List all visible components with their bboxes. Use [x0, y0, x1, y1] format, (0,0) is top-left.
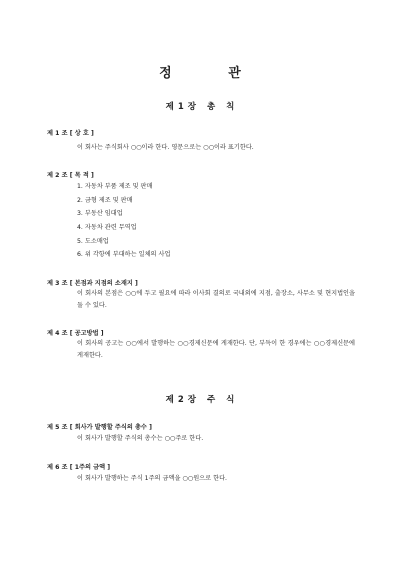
document-title: 정 관: [159, 66, 267, 81]
article-1-text: 이 회사는 주식회사 ○○이라 한다. 영문으로는 ○○이라 표기한다.: [77, 144, 254, 151]
article-4-text: 이 회사의 공고는 ○○에서 발행하는 ○○경제신문에 게재한다. 단, 부득이 한 경우에는 ○○경제신문에 게재한다.: [77, 340, 355, 359]
article-3-heading: 제 3 조 [ 본점과 지점의 소재지 ]: [47, 280, 138, 287]
article-1-heading: 제 1 조 [ 상 호 ]: [47, 130, 94, 137]
article-2-item-3: 3. 부동산 임대업: [77, 210, 123, 217]
article-6-heading: 제 6 조 [ 1주의 금액 ]: [47, 464, 111, 471]
article-2-item-1: 1. 자동차 부품 제조 및 판매: [77, 183, 153, 190]
chapter-1-title: 제1장 총 칙: [165, 102, 239, 112]
article-2-item-2: 2. 금형 제조 및 판매: [77, 197, 133, 204]
article-4-heading: 제 4 조 [ 공고방법 ]: [47, 330, 104, 337]
article-2-heading: 제 2 조 [ 목 적 ]: [47, 172, 94, 179]
chapter-2-title: 제2장 주 식: [165, 395, 239, 405]
article-2-item-6: 6. 위 각항에 부대하는 일체의 사업: [77, 251, 171, 258]
article-5-heading: 제 5 조 [ 회사가 발행할 주식의 총수 ]: [47, 424, 152, 431]
article-5-text: 이 회사가 발행할 주식의 총수는 ○○주로 한다.: [77, 435, 204, 442]
article-2-item-5: 5. 도소매업: [77, 238, 109, 245]
article-3-text: 이 회사의 본점은 ○○에 두고 필요에 따라 이사회 결의로 국내외에 지점, 출장소, 사무소 및 현지법인을 둘 수 있다.: [77, 290, 355, 309]
article-6-text: 이 회사가 발행하는 주식 1주의 금액을 ○○원으로 한다.: [77, 475, 228, 482]
article-2-item-4: 4. 자동차 관련 무역업: [77, 224, 137, 231]
